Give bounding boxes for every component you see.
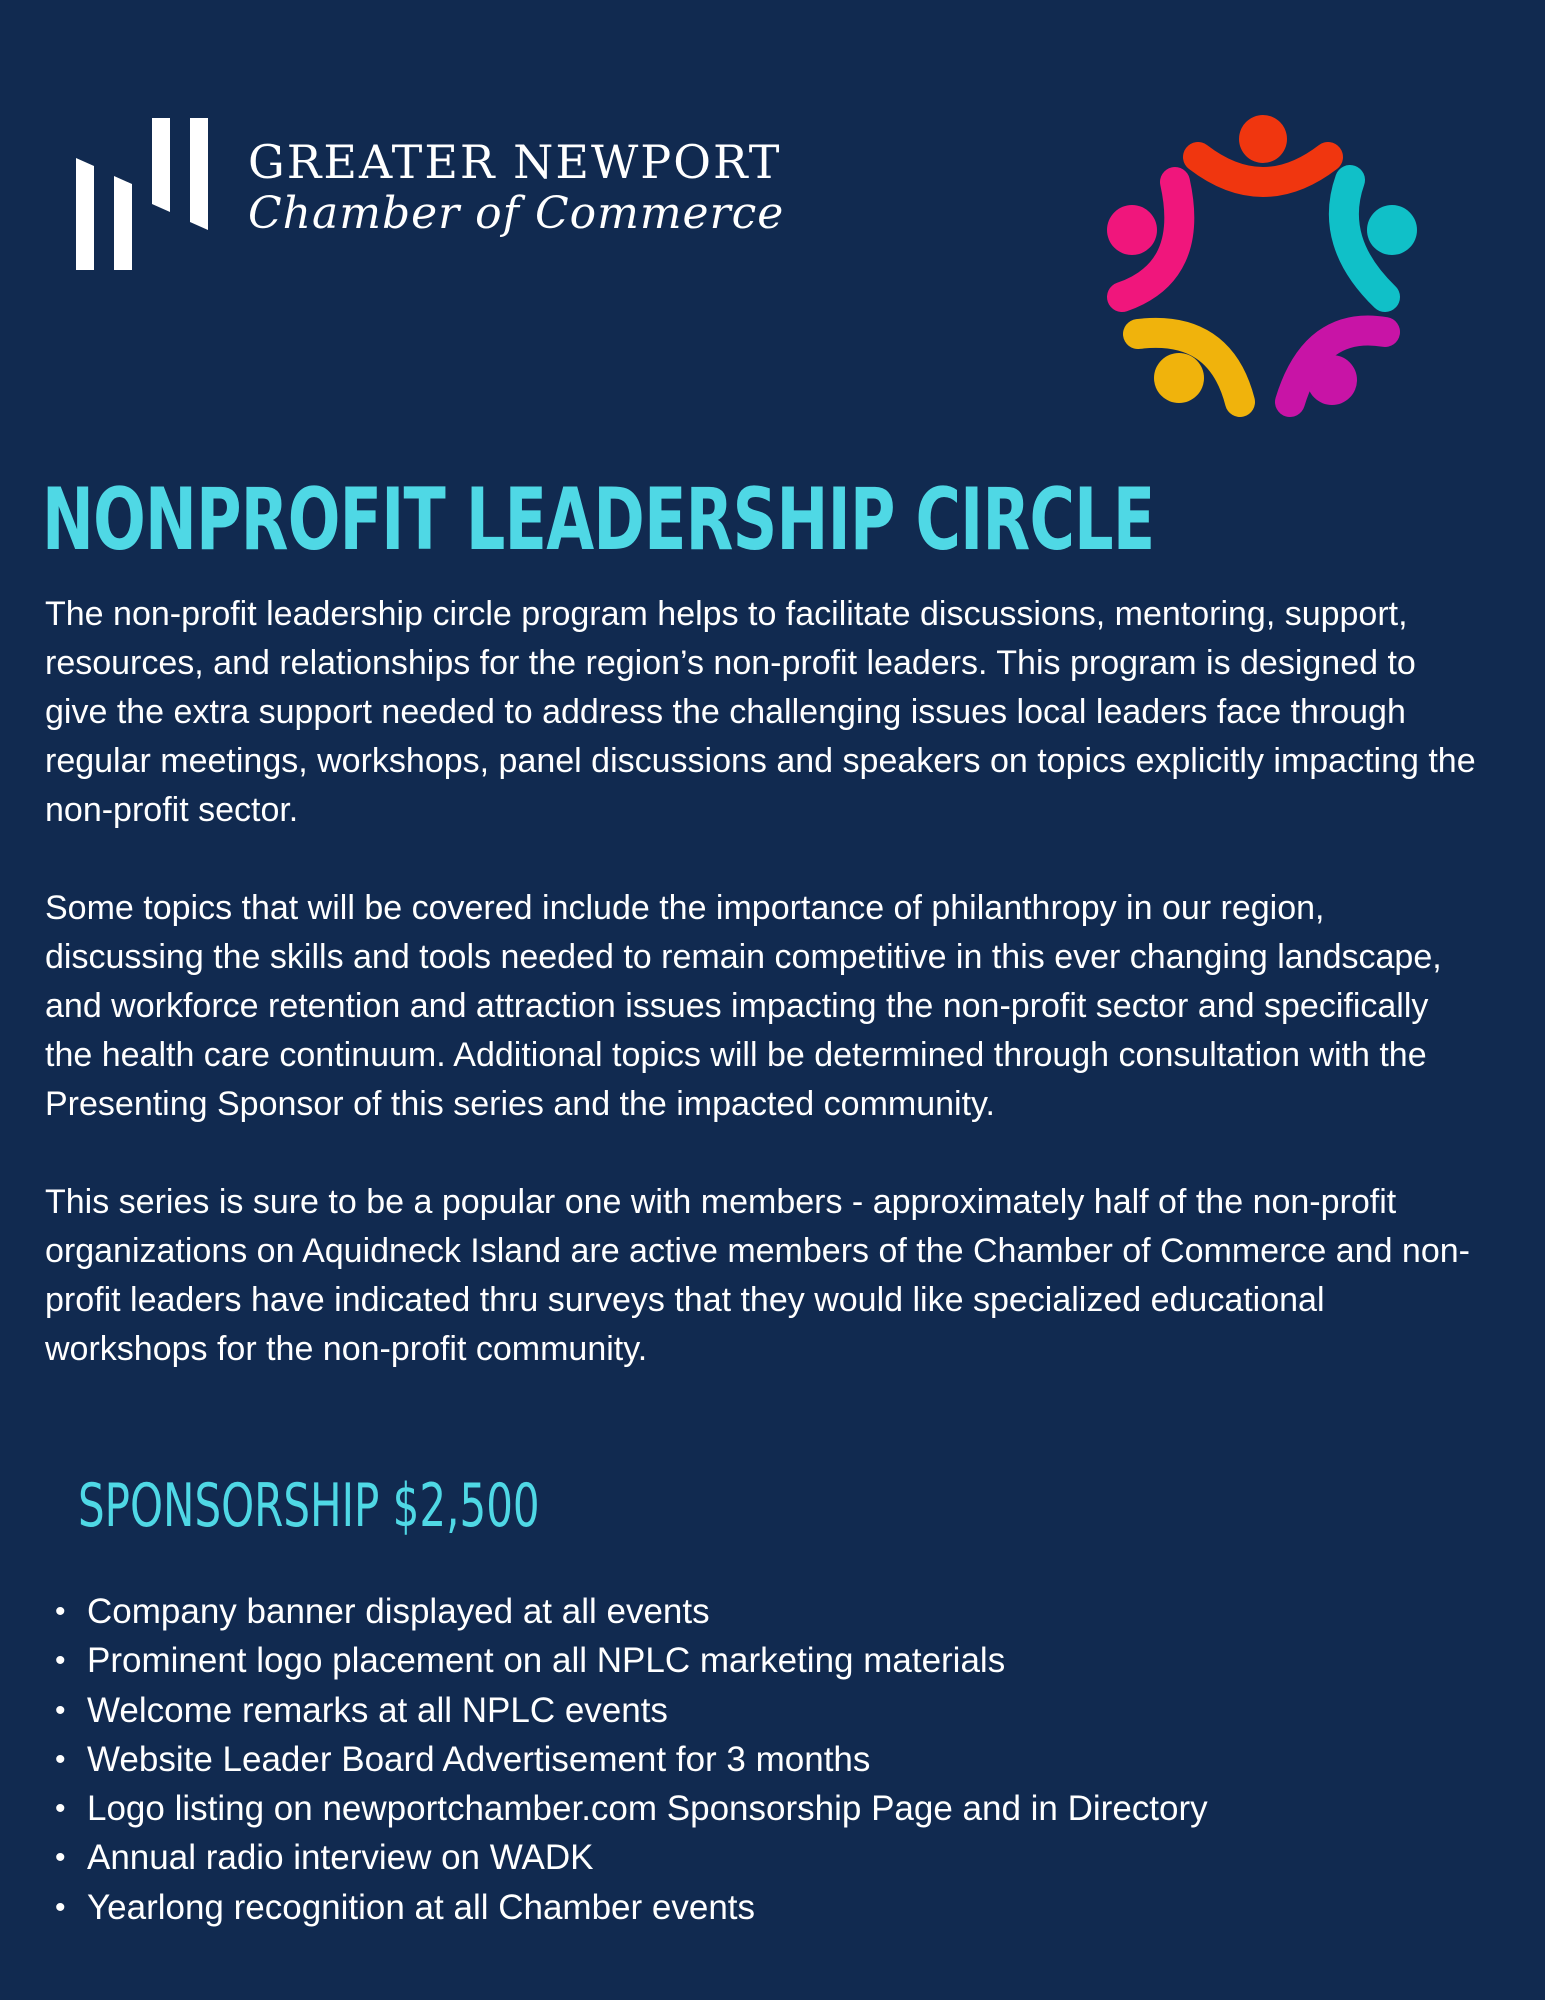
benefit-text: Annual radio interview on WADK [87, 1838, 594, 1878]
bullet-icon: • [55, 1742, 66, 1776]
people-circle-icon [1100, 112, 1430, 427]
list-item [50, 1587, 1208, 1636]
bars-logo-icon [76, 118, 211, 270]
paragraph-program-overview: The non-profit leadership circle program helps to facilitate discussions, mentoring, support, resources, and relationships for the region’s non-profit leaders. This program is designed to give the extra support needed to address the challenging issues local leaders face through regular meetings, workshops, panel discussions and speakers on topics explicitly impacting the non-profit sector. [45, 595, 1476, 829]
sponsorship-heading: SPONSORSHIP $2,500 [78, 1471, 540, 1541]
description [45, 590, 1485, 1423]
list-item [50, 1833, 1208, 1882]
benefit-text: Company banner displayed at all events [87, 1592, 710, 1631]
list-item [50, 1784, 1208, 1833]
benefit-text: Prominent logo placement on all NPLC marketing materials [87, 1641, 1006, 1681]
list-item [50, 1883, 1208, 1932]
bullet-icon: • [55, 1841, 66, 1875]
bullet-icon: • [55, 1693, 66, 1727]
page-title: NONPROFIT LEADERSHIP CIRCLE [42, 470, 1155, 570]
bullet-icon: • [55, 1890, 66, 1924]
bullet-icon: • [55, 1792, 66, 1826]
list-item [50, 1636, 1208, 1685]
list-item [50, 1735, 1208, 1784]
benefit-text: Logo listing on newportchamber.com Sponsorship Page and in Directory [87, 1789, 1208, 1829]
org-name-line1: GREATER NEWPORT [248, 135, 782, 189]
org-name-line2: Chamber of Commerce [248, 188, 785, 239]
benefit-text: Yearlong recognition at all Chamber events [87, 1887, 756, 1927]
sponsorship-benefits-list [50, 1587, 1208, 1932]
bullet-icon: • [55, 1595, 66, 1628]
list-item [50, 1686, 1208, 1735]
bullet-icon: • [55, 1644, 66, 1678]
chamber-name [248, 136, 784, 240]
benefit-text: Website Leader Board Advertisement for 3 months [87, 1739, 871, 1779]
chamber-logo [76, 118, 796, 278]
paragraph-member-interest: This series is sure to be a popular one with members - approximately half of the non-profit organizations on Aquidneck Island are active members of the Chamber of Commerce and non-profit leaders have indicated thru surveys that they would like specialized educational workshops for the non-profit community. [45, 1183, 1470, 1368]
benefit-text: Welcome remarks at all NPLC events [87, 1690, 668, 1730]
paragraph-topics: Some topics that will be covered include the importance of philanthropy in our region, discussing the skills and tools needed to remain competitive in this ever changing landscape, and workforce retention and attraction issues impacting the non-profit sector and specifically the health care continuum. Additional topics will be determined through consultation with the Presenting Sponsor of this series and the impacted community. [45, 889, 1442, 1123]
